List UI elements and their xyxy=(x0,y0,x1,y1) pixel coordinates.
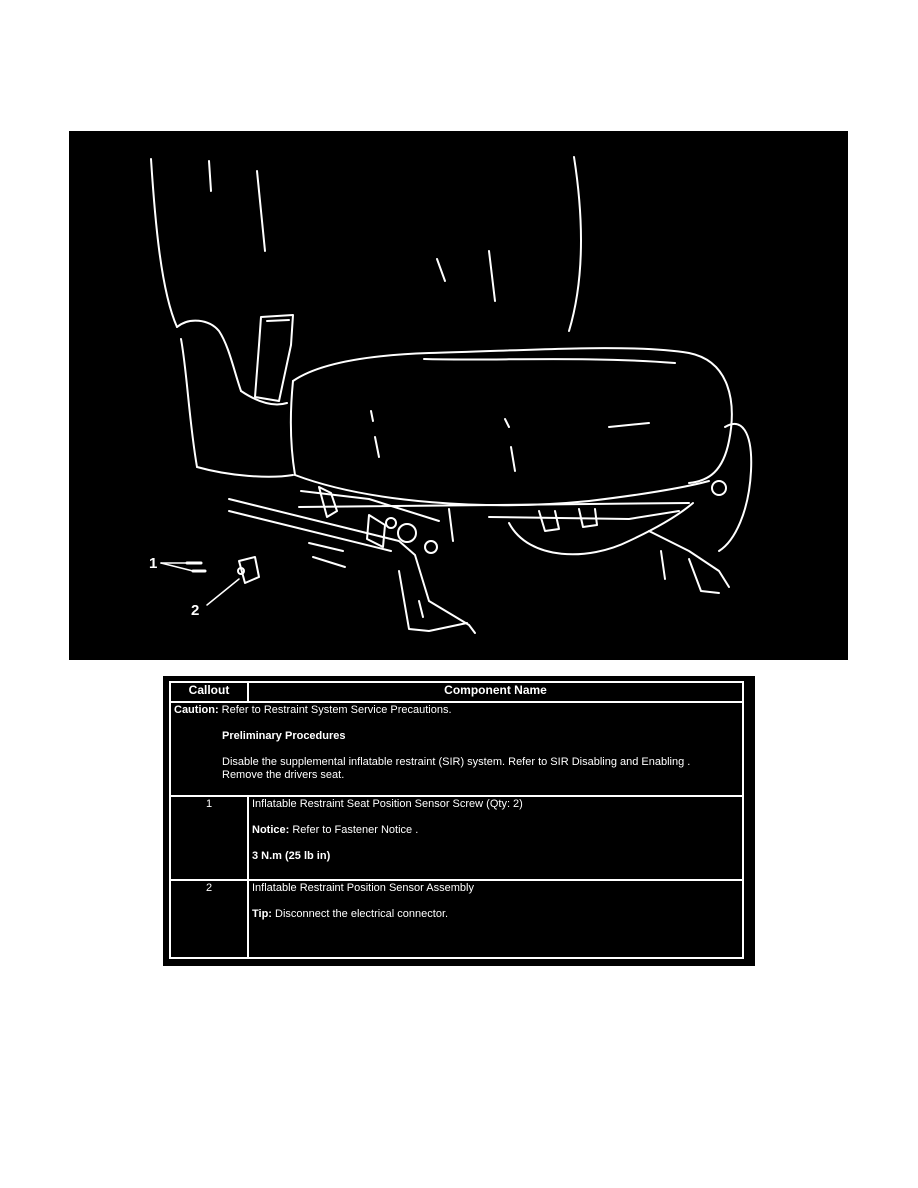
row-component xyxy=(248,796,743,880)
table-header-row xyxy=(170,682,743,702)
caution-row xyxy=(170,702,743,796)
tip-line xyxy=(252,908,739,921)
row-component xyxy=(248,880,743,958)
caution-text: Refer to Restraint System Service Precautions. xyxy=(218,704,452,716)
table-row xyxy=(170,880,743,958)
table-row xyxy=(170,796,743,880)
preliminary-heading: Preliminary Procedures xyxy=(222,730,346,742)
caution-label: Caution: xyxy=(174,704,219,716)
header-callout: Callout xyxy=(170,682,248,702)
notice-line xyxy=(252,824,739,837)
row-callout: 1 xyxy=(170,796,248,880)
component-table-frame xyxy=(163,676,755,966)
caution-cell xyxy=(170,702,743,796)
component-table xyxy=(169,681,744,959)
tip-text: Disconnect the electrical connector. xyxy=(271,908,449,920)
component-name: Inflatable Restraint Seat Position Sensor Screw (Qty: 2) xyxy=(252,798,523,810)
seat-line-drawing xyxy=(69,131,848,660)
torque-spec: 3 N.m (25 lb in) xyxy=(252,850,331,862)
notice-label: Notice: xyxy=(252,824,290,836)
seat-illustration xyxy=(69,131,848,660)
header-component-name: Component Name xyxy=(248,682,743,702)
notice-text: Refer to Fastener Notice . xyxy=(289,824,419,836)
preliminary-step-2: Remove the drivers seat. xyxy=(222,769,345,781)
component-name: Inflatable Restraint Position Sensor Assembly xyxy=(252,882,474,894)
tip-label: Tip: xyxy=(252,908,272,920)
callout-label-2: 2 xyxy=(191,602,200,619)
preliminary-step-1: Disable the supplemental inflatable restraint (SIR) system. Refer to SIR Disabling and Enabling . xyxy=(222,756,691,768)
caution-line xyxy=(174,704,739,717)
row-callout: 2 xyxy=(170,880,248,958)
callout-label-1: 1 xyxy=(149,555,158,572)
